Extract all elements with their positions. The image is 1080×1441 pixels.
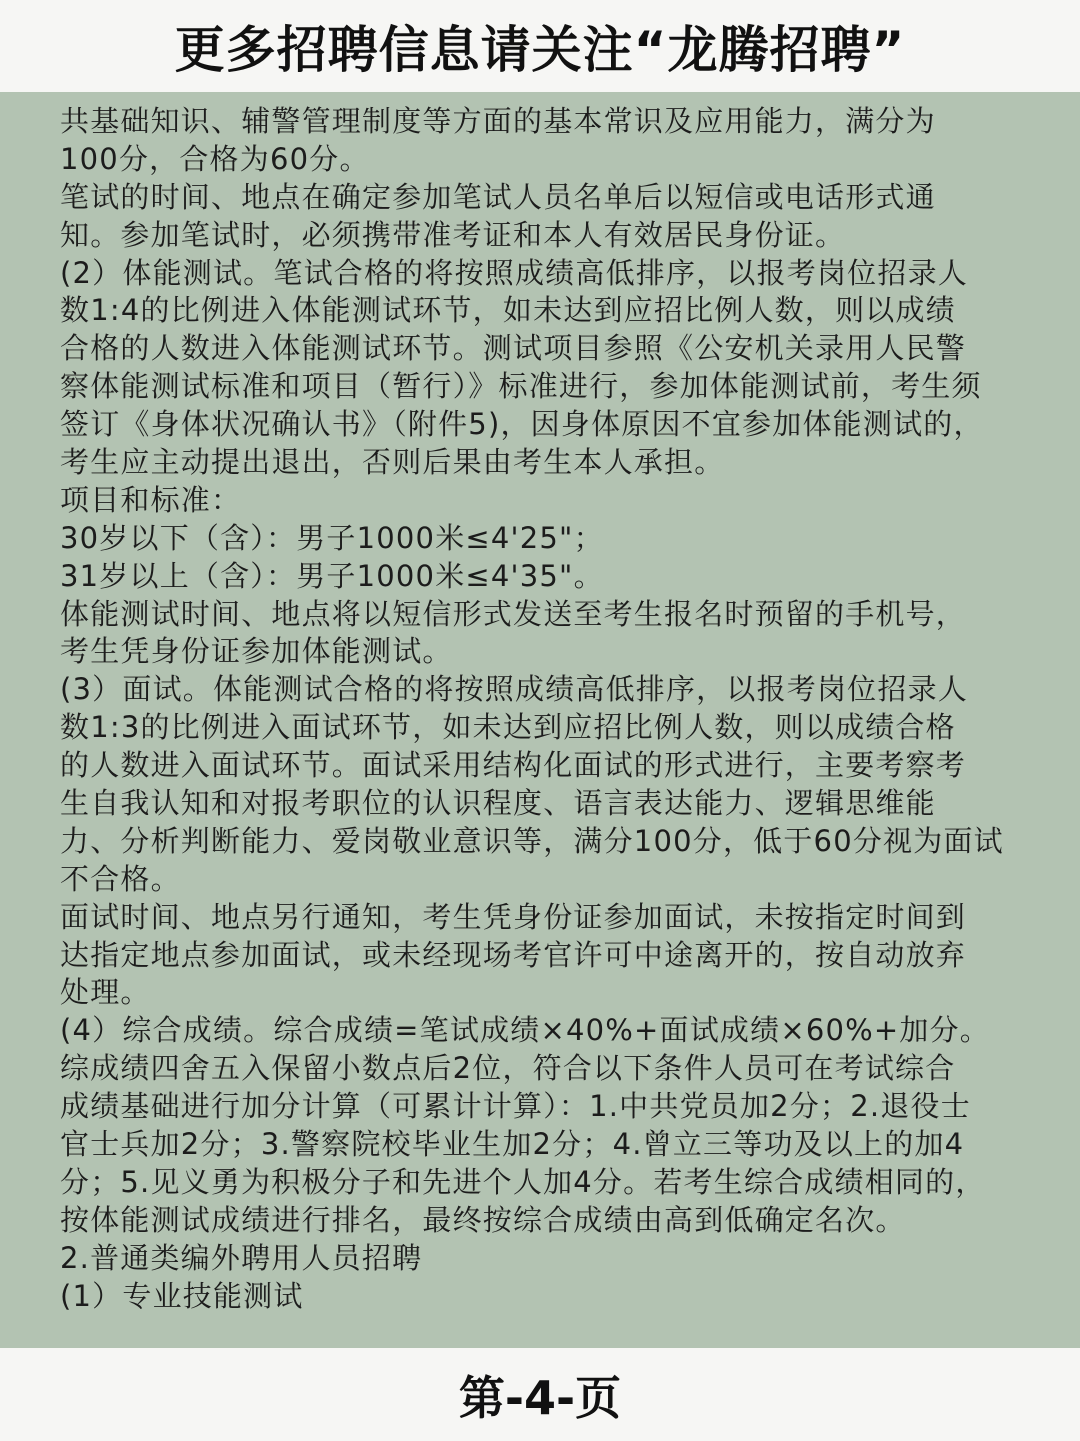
text-line: 面试时间、地点另行通知，考生凭身份证参加面试，未按指定时间到 <box>60 899 967 934</box>
text-line: 考生应主动提出退出，否则后果由考生本人承担。 <box>60 445 725 480</box>
footer-banner <box>0 1348 1080 1441</box>
text-line: 力、分析判断能力、爱岗敬业意识等，满分100分，低于60分视为面试 <box>60 823 1004 858</box>
text-line: 合格的人数进入体能测试环节。测试项目参照《公安机关录用人民警 <box>60 331 967 366</box>
text-line: 考生凭身份证参加体能测试。 <box>60 634 453 669</box>
text-line: 数1:3的比例进入面试环节，如未达到应招比例人数，则以成绩合格 <box>60 710 956 745</box>
text-line: 的人数进入面试环节。面试采用结构化面试的形式进行，主要考察考 <box>60 748 967 783</box>
content-panel <box>0 92 1080 1348</box>
text-line: 项目和标准： <box>60 482 242 517</box>
text-line: 体能测试时间、地点将以短信形式发送至考生报名时预留的手机号， <box>60 596 967 631</box>
text-line: 综成绩四舍五入保留小数点后2位，符合以下条件人员可在考试综合 <box>60 1051 956 1086</box>
text-line: 察体能测试标准和项目（暂行）》标准进行，参加体能测试前，考生须 <box>60 369 982 404</box>
text-line: 2.普通类编外聘用人员招聘 <box>60 1240 423 1275</box>
text-line: 生自我认知和对报考职位的认识程度、语言表达能力、逻辑思维能 <box>60 786 936 821</box>
text-line: 达指定地点参加面试，或未经现场考官许可中途离开的，按自动放弃 <box>60 937 967 972</box>
text-line: (3）面试。体能测试合格的将按照成绩高低排序，以报考岗位招录人 <box>60 672 968 707</box>
text-line: 100分，合格为60分。 <box>60 141 370 176</box>
text-line: 签订《身体状况确认书》（附件5)，因身体原因不宜参加体能测试的， <box>60 407 984 442</box>
text-line: 处理。 <box>60 975 151 1010</box>
header-title: 更多招聘信息请关注“龙腾招聘” <box>174 21 906 79</box>
page-number: 第-4-页 <box>458 1370 622 1425</box>
text-line: (1）专业技能测试 <box>60 1278 304 1313</box>
header-banner <box>0 0 1080 92</box>
text-line: (4）综合成绩。综合成绩=笔试成绩×40%+面试成绩×60%+加分。 <box>60 1013 990 1048</box>
text-line: 分；5.见义勇为积极分子和先进个人加4分。若考生综合成绩相同的， <box>60 1164 986 1199</box>
text-line: 笔试的时间、地点在确定参加笔试人员名单后以短信或电话形式通 <box>60 179 936 214</box>
text-line: 知。参加笔试时，必须携带准考证和本人有效居民身份证。 <box>60 217 846 252</box>
text-line: 官士兵加2分；3.警察院校毕业生加2分；4.曾立三等功及以上的加4 <box>60 1127 965 1162</box>
text-line: 31岁以上（含）：男子1000米≤4'35"。 <box>60 558 604 593</box>
text-line: 不合格。 <box>60 861 181 896</box>
text-line: 成绩基础进行加分计算（可累计计算）：1.中共党员加2分；2.退役士 <box>60 1089 971 1124</box>
text-line: 30岁以下（含）：男子1000米≤4'25"； <box>60 520 604 555</box>
text-line: (2）体能测试。笔试合格的将按照成绩高低排序，以报考岗位招录人 <box>60 255 968 290</box>
text-line: 共基础知识、辅警管理制度等方面的基本常识及应用能力，满分为 <box>60 104 936 138</box>
text-line: 按体能测试成绩进行排名，最终按综合成绩由高到低确定名次。 <box>60 1202 906 1237</box>
text-line: 数1:4的比例进入体能测试环节，如未达到应招比例人数，则以成绩 <box>60 293 956 328</box>
